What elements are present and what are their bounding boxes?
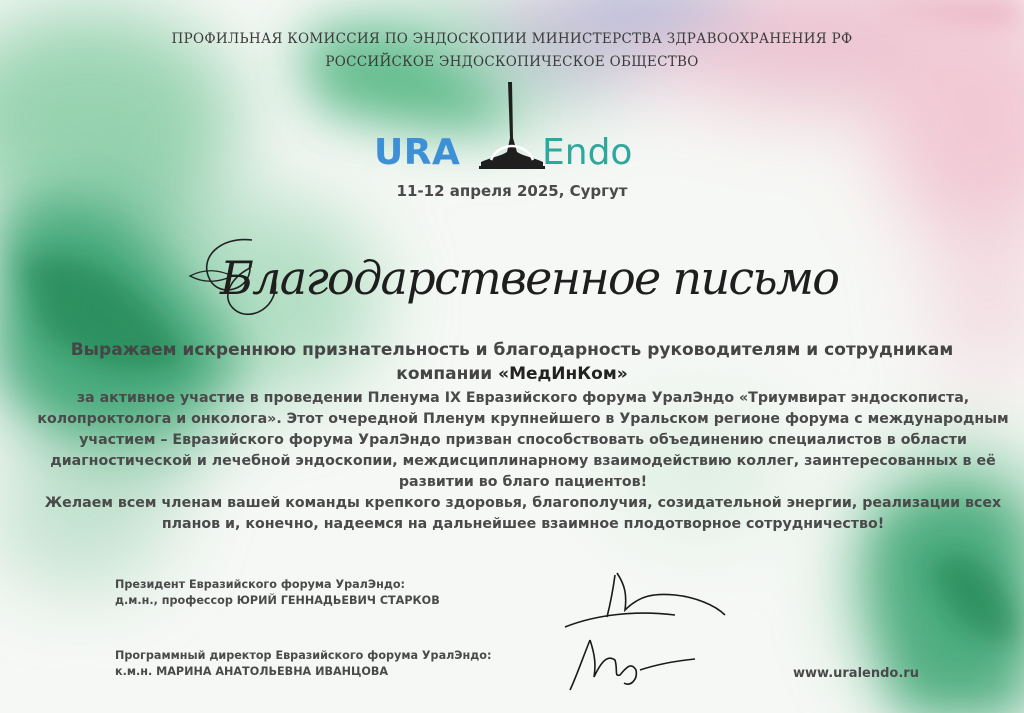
signatory-1-name: д.м.н., профессор ЮРИЙ ГЕННАДЬЕВИЧ СТАРКОВ [115, 594, 440, 607]
signatory-1 [115, 577, 440, 609]
body-text [30, 388, 1016, 535]
signatory-2 [115, 648, 491, 680]
website-link[interactable]: www.uralendo.ru [793, 666, 919, 681]
signatory-1-role: Президент Евразийского форума УралЭндо: [115, 578, 406, 591]
signatory-2-role: Программный директор Евразийского форума УралЭндо: [115, 649, 492, 662]
signature-2-image [560, 625, 700, 695]
certificate-title [180, 218, 860, 333]
body-paragraph-1: за активное участие в проведении Пленума IX Евразийского форума УралЭндо «Триумвират эндоскописта, колопроктолога и онколога». Этот очередной Пленум крупнейшего в Уральском регионе форума с международным участием – Евразийского форума УралЭндо призван способствовать объединению специалистов в области диагностической и лечебной эндоскопии, междисциплинарному взаимодействию коллег, заинтересованных в её развитии во благо пациентов! [37, 390, 1009, 490]
company-name: «МедИнКом» [498, 364, 628, 384]
tower-logo-icon [477, 80, 547, 176]
certificate-title-text: Благодарственное письмо [220, 251, 840, 305]
body-paragraph-2: Желаем всем членам вашей команды крепкого здоровья, благополучия, созидательной энергии, реализации всех планов и, конечно, надеемся на дальнейшее взаимное плодотворное сотрудничество! [44, 495, 1002, 532]
lead-line-1: Выражаем искреннюю признательность и благодарность руководителям и сотрудникам [70, 340, 954, 360]
lead-text [20, 338, 1004, 386]
uralendo-logo [372, 80, 672, 180]
lead-prefix: компании [396, 364, 499, 384]
organization-line-2: РОССИЙСКОЕ ЭНДОСКОПИЧЕСКОЕ ОБЩЕСТВО [325, 54, 699, 70]
logo-text-endo: Endo [542, 132, 633, 173]
organization-line-1: ПРОФИЛЬНАЯ КОМИССИЯ ПО ЭНДОСКОПИИ МИНИСТЕРСТВА ЗДРАВООХРАНЕНИЯ РФ [171, 31, 853, 47]
event-date-location: 11-12 апреля 2025, Сургут [396, 182, 628, 200]
logo-text-ura: URA [374, 132, 461, 173]
signatory-2-name: к.м.н. МАРИНА АНАТОЛЬЕВНА ИВАНЦОВА [115, 665, 389, 678]
lead-line-2 [20, 362, 1004, 386]
